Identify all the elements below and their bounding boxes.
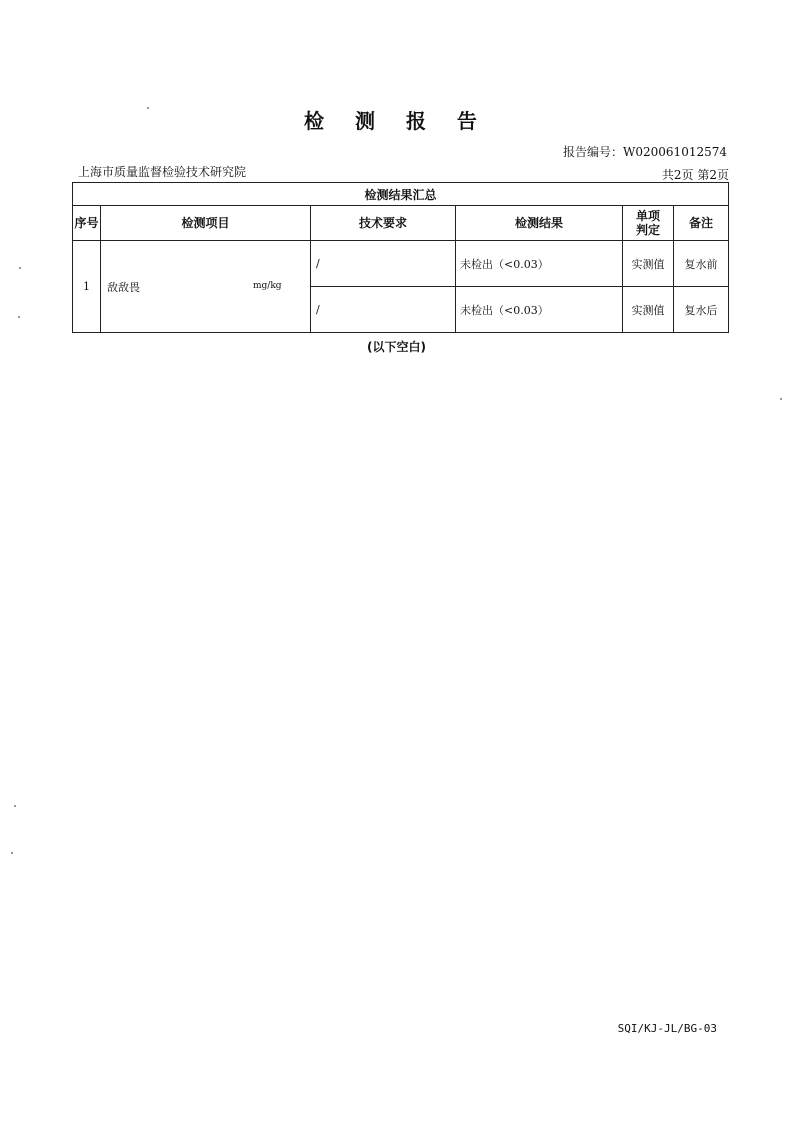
scan-speck bbox=[780, 398, 782, 400]
column-header-item: 检测项目 bbox=[101, 206, 311, 241]
row-item bbox=[101, 241, 311, 333]
report-title: 检 测 报 告 bbox=[304, 109, 489, 133]
column-header-requirement: 技术要求 bbox=[311, 206, 456, 241]
column-header-judgement-line1: 单项 bbox=[635, 209, 660, 223]
table-caption: 检测结果汇总 bbox=[73, 183, 729, 206]
row-seq: 1 bbox=[73, 241, 101, 333]
row-remark: 复水前 bbox=[674, 241, 729, 287]
organization-name: 上海市质量监督检验技术研究院 bbox=[78, 165, 247, 179]
table-caption-row bbox=[73, 183, 729, 206]
column-header-judgement bbox=[623, 206, 674, 241]
blank-below-note: (以下空白) bbox=[367, 340, 426, 354]
table-header-row bbox=[73, 206, 729, 241]
row-judgement: 实测值 bbox=[623, 287, 674, 333]
results-summary-table bbox=[72, 182, 729, 333]
column-header-result: 检测结果 bbox=[456, 206, 623, 241]
report-number: 报告编号：W020061012574 bbox=[563, 145, 727, 159]
scan-speck bbox=[18, 316, 20, 318]
scan-speck bbox=[14, 805, 16, 807]
row-result: 未检出（<0.03） bbox=[456, 241, 623, 287]
table-row bbox=[73, 241, 729, 287]
test-item-unit: mg/kg bbox=[253, 280, 282, 291]
row-requirement: / bbox=[311, 287, 456, 333]
form-code: SQI/KJ-JL/BG-03 bbox=[617, 1022, 717, 1035]
row-remark: 复水后 bbox=[674, 287, 729, 333]
row-judgement: 实测值 bbox=[623, 241, 674, 287]
column-header-remark: 备注 bbox=[674, 206, 729, 241]
scan-speck bbox=[19, 267, 21, 269]
row-result: 未检出（<0.03） bbox=[456, 287, 623, 333]
column-header-seq: 序号 bbox=[73, 206, 101, 241]
column-header-judgement-line2: 判定 bbox=[635, 223, 660, 237]
scan-speck bbox=[11, 852, 13, 854]
row-requirement: / bbox=[311, 241, 456, 287]
test-item-name: 敌敌畏 bbox=[107, 280, 140, 294]
scan-speck bbox=[147, 107, 149, 109]
page-count: 共2页 第2页 bbox=[661, 168, 729, 182]
